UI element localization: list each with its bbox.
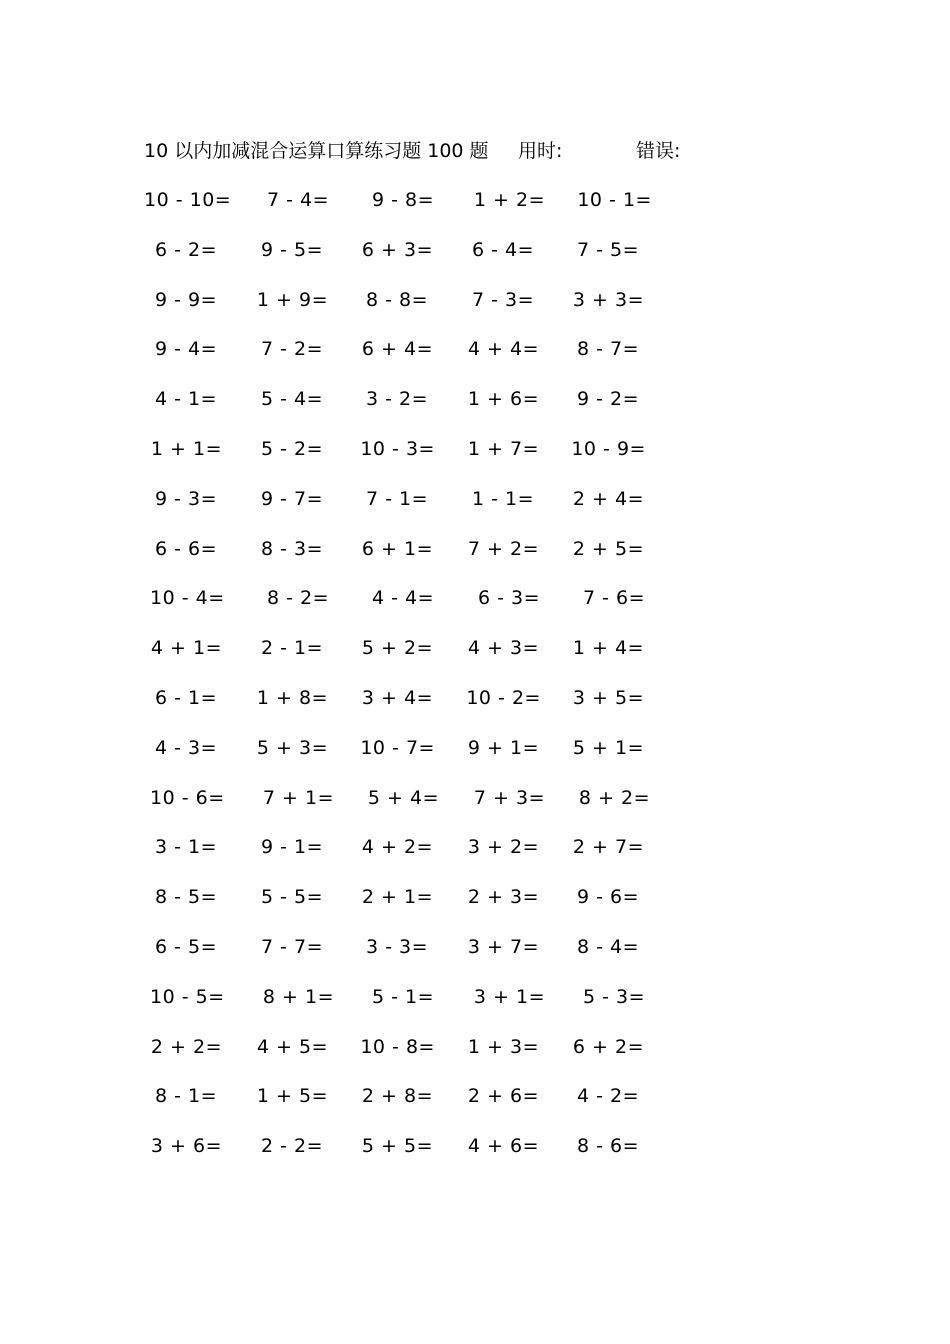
problem-row	[0, 185, 950, 215]
problem-item: 3 - 1=	[155, 836, 218, 859]
problem-item: 1 + 7=	[467, 438, 540, 460]
problem-item: 1 + 4=	[572, 637, 645, 660]
problem-item: 4 - 4=	[372, 587, 435, 610]
problem-row	[0, 783, 950, 813]
problem-item: 9 - 5=	[261, 238, 324, 261]
problem-item: 4 + 5=	[256, 1035, 329, 1058]
problem-item: 7 - 3=	[472, 288, 535, 311]
problem-item: 6 + 3=	[361, 238, 434, 261]
problem-item: 7 + 3=	[473, 786, 546, 809]
problem-row	[0, 1032, 950, 1062]
problem-row	[0, 484, 950, 514]
problem-item: 10 - 6=	[150, 786, 225, 809]
problem-item: 7 - 6=	[583, 587, 646, 610]
problem-item: 6 - 6=	[155, 537, 218, 560]
problem-item: 7 - 1=	[366, 487, 429, 510]
problem-item: 5 + 1=	[572, 736, 645, 759]
problem-item: 1 - 1=	[472, 487, 535, 510]
problem-row	[0, 583, 950, 613]
problem-row	[0, 1131, 950, 1161]
problem-row	[0, 1081, 950, 1111]
problem-item: 5 - 2=	[261, 438, 324, 460]
problem-item: 9 - 2=	[577, 388, 640, 411]
problem-item: 5 + 5=	[361, 1135, 434, 1158]
problem-row	[0, 235, 950, 265]
problem-item: 3 + 7=	[467, 936, 540, 958]
problem-item: 1 + 1=	[150, 438, 223, 460]
problem-item: 10 - 8=	[360, 1035, 435, 1058]
problem-item: 5 + 2=	[361, 637, 434, 660]
problem-item: 8 - 4=	[577, 936, 640, 958]
problem-item: 8 + 2=	[578, 786, 651, 809]
problem-item: 6 - 3=	[478, 587, 541, 610]
problem-item: 4 - 2=	[577, 1085, 640, 1108]
problem-item: 1 + 5=	[256, 1085, 329, 1108]
time-label: 用时:	[518, 140, 563, 162]
problem-item: 3 + 1=	[473, 985, 546, 1008]
problem-item: 8 + 1=	[262, 985, 335, 1008]
problem-item: 9 - 7=	[261, 487, 324, 510]
problem-item: 1 + 9=	[256, 288, 329, 311]
problem-item: 6 - 5=	[155, 936, 218, 958]
problem-item: 6 + 1=	[361, 537, 434, 560]
problem-item: 6 - 1=	[155, 687, 218, 709]
problem-item: 9 - 9=	[155, 288, 218, 311]
problem-item: 1 + 3=	[467, 1035, 540, 1058]
problem-item: 8 - 5=	[155, 886, 218, 909]
problem-item: 3 + 3=	[572, 288, 645, 311]
problem-item: 4 + 1=	[150, 637, 223, 660]
problem-item: 5 + 4=	[367, 786, 440, 809]
problem-item: 8 - 7=	[577, 338, 640, 361]
problem-item: 4 + 6=	[467, 1135, 540, 1158]
problem-item: 7 - 4=	[267, 189, 330, 211]
problem-item: 3 - 2=	[366, 388, 429, 411]
problem-item: 2 + 6=	[467, 1085, 540, 1108]
problem-item: 9 - 6=	[577, 886, 640, 909]
problem-item: 8 - 8=	[366, 288, 429, 311]
problem-item: 3 + 2=	[467, 836, 540, 859]
problem-row	[0, 882, 950, 912]
problem-row	[0, 932, 950, 962]
problem-item: 5 - 3=	[583, 985, 646, 1008]
problem-item: 2 + 7=	[572, 836, 645, 859]
problem-item: 2 - 1=	[261, 637, 324, 660]
problem-item: 10 - 5=	[150, 985, 225, 1008]
problem-item: 5 + 3=	[256, 736, 329, 759]
problem-item: 10 - 4=	[150, 587, 225, 610]
problem-row	[0, 832, 950, 862]
problem-item: 4 - 3=	[155, 736, 218, 759]
problem-item: 2 + 3=	[467, 886, 540, 909]
problem-row	[0, 534, 950, 564]
problem-row	[0, 633, 950, 663]
problem-item: 4 - 1=	[155, 388, 218, 411]
problem-row	[0, 434, 950, 464]
problem-row	[0, 285, 950, 315]
problem-item: 7 - 7=	[261, 936, 324, 958]
problem-item: 1 + 2=	[473, 189, 546, 211]
problem-row	[0, 334, 950, 364]
problem-item: 8 - 2=	[267, 587, 330, 610]
problem-item: 6 + 2=	[572, 1035, 645, 1058]
problem-item: 3 - 3=	[366, 936, 429, 958]
problem-item: 9 - 4=	[155, 338, 218, 361]
problem-item: 9 - 8=	[372, 189, 435, 211]
problem-row	[0, 384, 950, 414]
problem-item: 4 + 4=	[467, 338, 540, 361]
problem-item: 6 + 4=	[361, 338, 434, 361]
problem-item: 10 - 3=	[360, 438, 435, 460]
problem-item: 5 - 5=	[261, 886, 324, 909]
problem-item: 9 - 3=	[155, 487, 218, 510]
problem-item: 1 + 8=	[256, 687, 329, 709]
worksheet-title: 10 以内加减混合运算口算练习题 100 题	[144, 140, 489, 162]
problem-item: 3 + 5=	[572, 687, 645, 709]
problem-item: 7 + 2=	[467, 537, 540, 560]
problem-item: 10 - 7=	[360, 736, 435, 759]
problem-item: 9 + 1=	[467, 736, 540, 759]
problem-item: 8 - 3=	[261, 537, 324, 560]
problem-item: 1 + 6=	[467, 388, 540, 411]
problem-item: 4 + 3=	[467, 637, 540, 660]
problem-item: 2 + 1=	[361, 886, 434, 909]
problem-item: 8 - 6=	[577, 1135, 640, 1158]
problem-item: 2 + 8=	[361, 1085, 434, 1108]
problem-item: 5 - 1=	[372, 985, 435, 1008]
problem-item: 10 - 9=	[571, 438, 646, 460]
problem-item: 5 - 4=	[261, 388, 324, 411]
problem-item: 7 + 1=	[262, 786, 335, 809]
problem-item: 6 - 4=	[472, 238, 535, 261]
problem-item: 9 - 1=	[261, 836, 324, 859]
problem-item: 2 + 2=	[150, 1035, 223, 1058]
problem-item: 2 - 2=	[261, 1135, 324, 1158]
problem-item: 4 + 2=	[361, 836, 434, 859]
problem-row	[0, 683, 950, 713]
problem-row	[0, 982, 950, 1012]
problem-item: 2 + 5=	[572, 537, 645, 560]
problem-item: 3 + 6=	[150, 1135, 223, 1158]
problem-item: 3 + 4=	[361, 687, 434, 709]
problem-item: 10 - 2=	[466, 687, 541, 709]
problem-row	[0, 733, 950, 763]
problem-item: 7 - 5=	[577, 238, 640, 261]
problem-item: 10 - 10=	[144, 189, 232, 211]
problem-item: 6 - 2=	[155, 238, 218, 261]
error-label: 错误:	[636, 140, 681, 162]
problem-item: 2 + 4=	[572, 487, 645, 510]
problem-item: 7 - 2=	[261, 338, 324, 361]
problem-item: 10 - 1=	[577, 189, 652, 211]
problem-item: 8 - 1=	[155, 1085, 218, 1108]
